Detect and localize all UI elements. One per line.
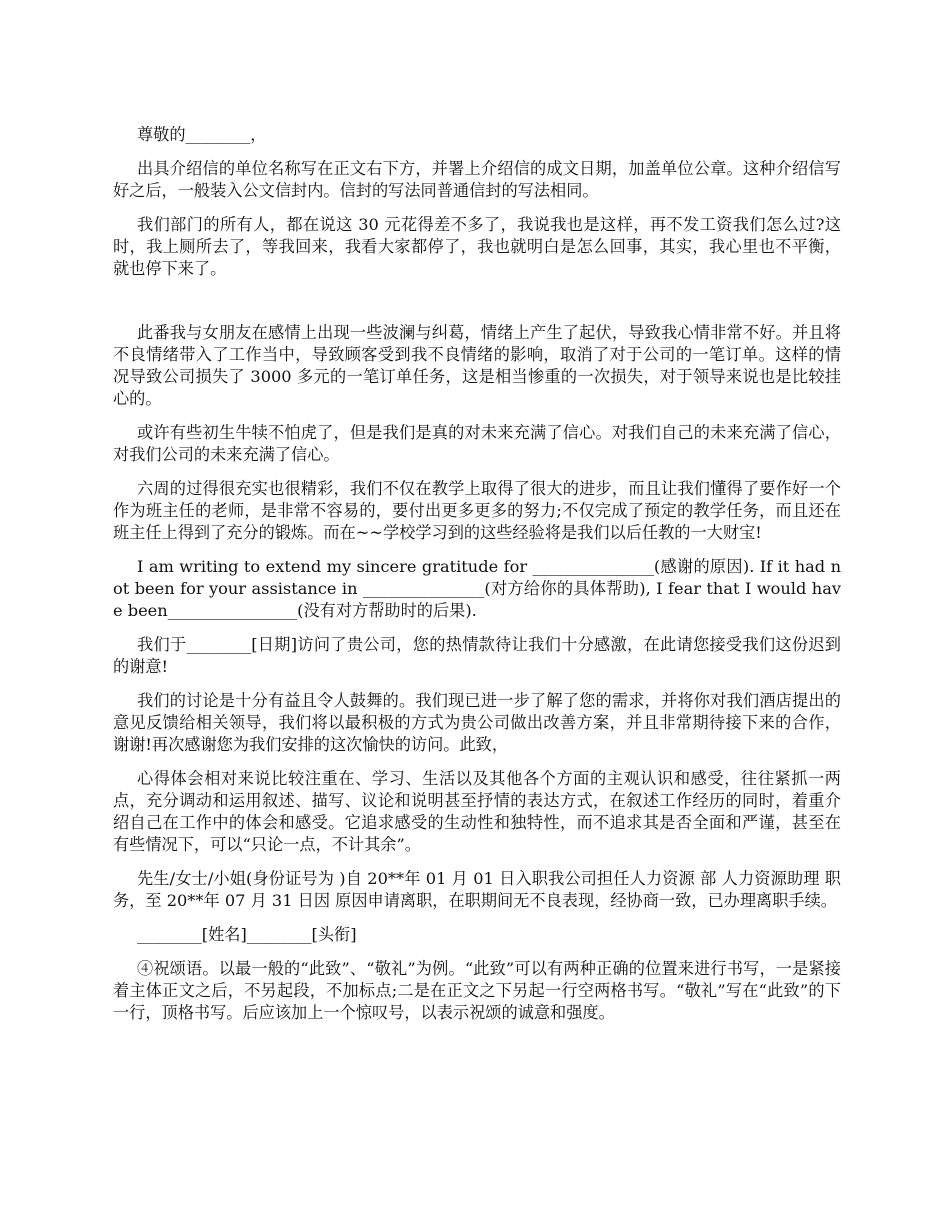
salutation: 尊敬的________， bbox=[137, 125, 267, 144]
paragraph-reflection: 心得体会相对来说比较注重在、学习、生活以及其他各个方面的主观认识和感受，往往紧抓一两点，充分调动和运用叙述、描写、议论和说明甚至抒情的表达方式，在叙述工作经历的同时，着重介绍自己在工作中的体会和感受。它追求感受的生动性和独特性，而不追求其是否全面和严谨，甚至在有些情况下，可以“只论一点，不计其余”。 bbox=[113, 769, 841, 854]
paragraph-department: 我们部门的所有人，都在说这 30 元花得差不多了，我说我也是这样，再不发工资我们怎么过?这时，我上厕所去了，等我回来，我看大家都停了，我也就明白是怎么回事，其实，我心里也不平衡，就也停下来了。 bbox=[113, 215, 841, 278]
paragraph-intro-letter: 出具介绍信的单位名称写在正文右下方，并署上介绍信的成文日期，加盖单位公章。这种介绍信写好之后，一般装入公文信封内。信封的写法同普通信封的写法相同。 bbox=[113, 159, 841, 200]
paragraph-six-weeks: 六周的过得很充实也很精彩，我们不仅在教学上取得了很大的进步，而且让我们懂得了要作好一个作为班主任的老师，是非常不容易的，要付出更多更多的努力;不仅完成了预定的教学任务，而且还在班主任上得到了充分的锻炼。而在~~学校学习到的这些经验将是我们以后任教的一大财宝! bbox=[113, 479, 841, 542]
paragraph-apology: 此番我与女朋友在感情上出现一些波澜与纠葛，情绪上产生了起伏，导致我心情非常不好。并且将不良情绪带入了工作当中，导致顾客受到我不良情绪的影响，取消了对于公司的一笔订单。这样的情况导致公司损失了 3000 多元的一笔订单任务，这是相当惨重的一次损失，对于领导来说也是比较挂心的。 bbox=[113, 323, 841, 408]
document-page bbox=[113, 124, 841, 1036]
paragraph-resignation: 先生/女士/小姐(身份证号为 )自 20**年 01 月 01 日入职我公司担任人力资源 部 人力资源助理 职务，至 20**年 07 月 31 日因 原因申请离职，在职期间无不良表现，经协商一致，已办理离职手续。 bbox=[113, 869, 841, 910]
paragraph-english-gratitude: I am writing to extend my sincere gratitude for _______________(感谢的原因). If it had not been for your assistance in _______________(对方给你的具体帮助), I fear that I would have been________________(没有对方帮助时的后果). bbox=[113, 557, 841, 620]
paragraph-closing-phrase: ④祝颂语。以最一般的“此致”、“敬礼”为例。“此致”可以有两种正确的位置来进行书写，一是紧接着主体正文之后，不另起段，不加标点;二是在正文之下另起一行空两格书写。“敬礼”写在“此致”的下一行，顶格书写。后应该加上一个惊叹号，以表示祝颂的诚意和强度。 bbox=[113, 959, 841, 1022]
signature-line: ________[姓名]________[头衔] bbox=[137, 925, 357, 944]
paragraph-discussion: 我们的讨论是十分有益且令人鼓舞的。我们现已进一步了解了您的需求，并将你对我们酒店提出的意见反馈给相关领导，我们将以最积极的方式为贵公司做出改善方案，并且非常期待接下来的合作，谢谢!再次感谢您为我们安排的这次愉快的访问。此致， bbox=[113, 691, 841, 754]
paragraph-visit: 我们于________[日期]访问了贵公司，您的热情款待让我们十分感激，在此请您接受我们这份迟到的谢意! bbox=[113, 635, 841, 676]
paragraph-confidence: 或许有些初生牛犊不怕虎了，但是我们是真的对未来充满了信心。对我们自己的未来充满了信心，对我们公司的未来充满了信心。 bbox=[113, 423, 841, 464]
